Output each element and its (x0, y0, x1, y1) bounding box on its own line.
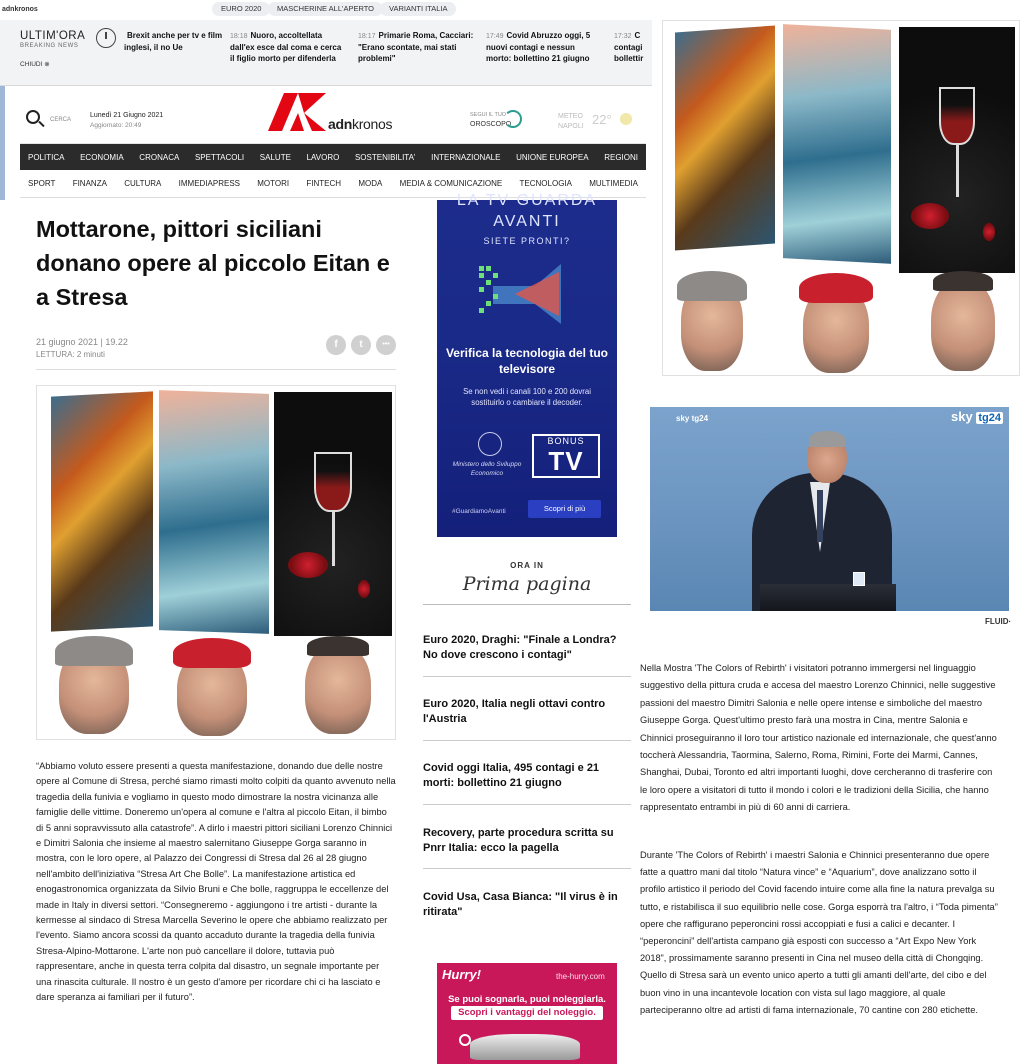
oroscopo-kicker[interactable]: SEGUI IL TUO (470, 112, 507, 118)
car-image (470, 1034, 580, 1060)
water-glass (853, 572, 865, 586)
tv-ad-graphic-icon (475, 258, 583, 332)
nav-item-regioni[interactable]: REGIONI (604, 152, 638, 162)
speaker-hair (809, 431, 845, 447)
italy-emblem-icon (478, 432, 502, 456)
sky-tg24-logo: sky tg24 (951, 409, 1001, 424)
tv-ad-line1: LA TV GUARDA (456, 192, 598, 209)
article-body-left: “Abbiamo voluto essere presenti a questa manifestazione, donando due delle nostre opere al Comune di Stresa, perché siamo rimasti molto colpiti da quanto avvenuto nella tragedia della funivia e vogliamo in questo modo dimostrare la nostra vicinanza alle famiglie delle vittime. Doneremo un'opera al comune e l'altra al piccolo Eitan, il bimbo di 5 anni sopravvissuto alla catastrofe”. A dirlo i maestri pittori siciliani Lorenzo Chinnici e Dimitri Salonia che insieme al maestro salernitano Giuseppe Gorga saranno in mostra, con le loro opere, al Palazzo dei Congressi di Stresa dal 26 al 28 giugno nell'ambito dell'iniziativa “Stresa Art Che Bolle”. La manifestazione artistica ed enogastronomica organizzata da Silvio Bruni e Che bolle, raggruppa le eccellenze del made in Italy in diversi settori. “Consegneremo - aggiungono i tre artisti - durante la kermesse al sindaco di Stresa Marcella Severino le opere che abbiamo realizzato per l'evento. Siamo ancora scossi da quanto accaduto durante la tragedia della funivia Stresa-Alpino-Mottarone. L'arte non può cancellare il dolore, tuttavia può rappresentare, anche in questa terra colpita dal disastro, un segnale importante per una rinascita culturale. Il nostro è un gesto d'amore per ricordare chi ci ha lasciato e dare speranza ai familiari per il futuro”. (36, 761, 396, 1003)
divider (423, 868, 631, 869)
tv-ad-line2: AVANTI (493, 213, 561, 230)
nav-item-cultura[interactable]: CULTURA (124, 179, 162, 188)
more-share-icon[interactable]: ••• (376, 335, 396, 355)
nav-item-moda[interactable]: MODA (358, 179, 383, 188)
painting-fishermen (51, 391, 153, 631)
article-body-right-1: Nella Mostra 'The Colors of Rebirth' i visitatori potranno immergersi nel linguaggio suggestivo della pittura cruda e accesa del maestro Lorenzo Chinnici, nelle suggestive passioni del maestro Dimitri Salonia e nelle opere intense e simboliche del maestro Giuseppe Gorga. Quest'ultimo presto farà una mostra in Cina, mentre Salonia e Chinnici proseguiranno il loro tour artistico nazionale ed internazionale, che quest'anno toccherà Alessandria, Taormina, Salerno, Roma, Rimini, Forte dei Marmi, Cannes, Shanghai, Dubai, Toronto ed altri importanti luoghi, dove cercheranno di trasferire con le loro opere a visitatori di tutto il mondo i colori e le tradizioni della Sicilia, che hanno rappresentato entrambi in più di 60 anni di carriera. (640, 663, 997, 813)
nav-item-fintech[interactable]: FINTECH (306, 179, 342, 188)
sun-icon (620, 113, 632, 125)
nav-item-economia[interactable]: ECONOMIA (80, 152, 124, 162)
portrait-gorga (305, 644, 371, 734)
nav-item-spettacoli[interactable]: SPETTACOLI (194, 152, 245, 162)
header-date: Lunedì 21 Giugno 2021 (90, 112, 164, 119)
facebook-share-icon[interactable]: f (326, 335, 346, 355)
pill-mascherine[interactable]: MASCHERINE ALL'APERTO (268, 2, 383, 16)
oroscopo-icon[interactable] (504, 110, 522, 128)
oroscopo-link[interactable]: OROSCOPO (470, 121, 512, 128)
divider (423, 740, 631, 741)
header-updated: Aggiornato: 20:49 (90, 122, 142, 129)
sky-small-logo: sky tg24 (676, 414, 709, 423)
podium (760, 584, 896, 611)
nav-item-salute[interactable]: SALUTE (259, 152, 291, 162)
prima-pagina-title: Prima pagina (462, 573, 592, 595)
ultimora-close-button[interactable]: CHIUDI ⊗ (20, 61, 50, 68)
painting-wine-glass (899, 27, 1015, 273)
primary-nav (20, 144, 646, 170)
tv-ad-headline: Verifica la tecnologia del tuo televisore (445, 346, 609, 376)
brand-small[interactable]: adnkronos (2, 6, 38, 13)
article-body-right-2: Durante 'The Colors of Rebirth' i maestri Salonia e Chinnici presenteranno due opere fatte a quattro mani dal titolo “Natura vince” e “Aquarium”, dove analizzano sotto il profilo artistico il periodo del Covid facendo intuire come alla fine la natura prevalga su tutto, e ristabilisca il suo equilibrio nelle cose. Gorga esporrà tra l'altro, i “Toda pimenta” opere che raffigurano peperoncini rossi accoppiati e fusi a calici e decanter. I “peperoncini” dell'artista campano già esposti con successo a “Art Expo New York 2018”, prossimamente saranno presenti in Cina nel museo della città di Chongqing. Quello di Stresa sarà un evento unico aperto a tutti gli amanti dell'arte, del cibo e del buon vino in una incantevole location con vista sul lago maggiore, al quale parteciperanno oltre ad artisti di fama internazionale, 70 cantine con 280 etichette. (640, 850, 998, 1015)
tv-ad-cta-button[interactable]: Scopri di più (528, 500, 601, 518)
ultimora-item[interactable]: 18:18 Nuoro, accoltellata dall'ex esce dal coma e cerca il figlio morto per difenderla (230, 31, 342, 63)
nav-item-internazionale[interactable]: INTERNAZIONALE (431, 152, 501, 162)
bonus-tv-label: TV (548, 446, 584, 476)
divider (423, 804, 631, 805)
search-label[interactable]: CERCA (50, 117, 72, 123)
twitter-share-icon[interactable]: t (351, 335, 371, 355)
ultimora-item[interactable]: 17:32 C contagi bollettir (614, 31, 644, 63)
painting-wine-glass (274, 392, 392, 636)
prima-pagina-item[interactable]: Euro 2020, Italia negli ottavi contro l'Austria (423, 698, 606, 725)
article-date: 21 giugno 2021 | 19.22 (36, 337, 128, 347)
article-image-collage (36, 385, 396, 740)
divider (423, 604, 631, 605)
nav-item-tecnologia[interactable]: TECNOLOGIA (519, 179, 572, 188)
nav-item-multimedia[interactable]: MULTIMEDIA (589, 179, 638, 188)
nav-item-immediapress[interactable]: IMMEDIAPRESS (178, 179, 240, 188)
divider (36, 369, 396, 370)
nav-item-finanza[interactable]: FINANZA (72, 179, 107, 188)
meteo-widget[interactable]: METEO NAPOLI (558, 113, 584, 130)
prima-pagina-item[interactable]: Recovery, parte procedura scritta su Pnrr Italia: ecco la pagella (423, 827, 614, 854)
prima-pagina-item[interactable]: Covid oggi Italia, 495 contagi e 21 morti: bollettino 21 giugno (423, 762, 600, 789)
article-headline: Mottarone, pittori siciliani donano opere al piccolo Eitan e a Stresa (36, 216, 390, 310)
hurry-logo: Hurry! (442, 967, 482, 982)
fluid-credit: FLUID· (985, 617, 1012, 626)
article-reading-time: LETTURA: 2 minuti (36, 350, 105, 359)
logo-wordmark[interactable]: adnkronos (328, 116, 393, 132)
painting-fishermen (675, 26, 775, 251)
pill-varianti[interactable]: VARIANTI ITALIA (380, 2, 456, 16)
hurry-headline: Se puoi sognarla, puoi noleggiarla. (448, 994, 606, 1005)
tv-ad-hashtag: #GuardiamoAvanti (452, 508, 506, 515)
portrait-gorga (931, 279, 995, 371)
divider (423, 676, 631, 677)
ultimora-subtitle: BREAKING NEWS (20, 43, 79, 49)
nav-item-sostenibilita[interactable]: SOSTENIBILITA' (354, 152, 416, 162)
speaker-tie (817, 490, 823, 542)
tv-ad-ministry: Ministero dello Sviluppo Economico (452, 461, 522, 477)
pill-euro2020[interactable]: EURO 2020 (212, 2, 270, 16)
adnkronos-logo-icon[interactable] (268, 93, 326, 131)
nav-item-cronaca[interactable]: CRONACA (139, 152, 180, 162)
ultimora-item[interactable]: 18:17 Primarie Roma, Cacciari: "Erano scontate, mai stati problemi" (358, 31, 474, 63)
hurry-cta[interactable]: Scopri i vantaggi del noleggio. (451, 1006, 603, 1020)
right-image-collage (662, 20, 1020, 376)
nav-item-politica[interactable]: POLITICA (28, 152, 65, 162)
top-strip (0, 0, 1030, 20)
bonus-label: BONUS (547, 436, 585, 446)
nav-item-motori[interactable]: MOTORI (257, 179, 290, 188)
search-icon[interactable] (26, 110, 40, 124)
nav-item-sport[interactable]: SPORT (28, 179, 56, 188)
nav-item-lavoro[interactable]: LAVORO (306, 152, 340, 162)
prima-pagina-item[interactable]: Covid Usa, Casa Bianca: "Il virus è in ritirata" (423, 891, 618, 918)
painting-lighthouse (783, 24, 891, 264)
prima-pagina-kicker: ORA IN (510, 561, 544, 570)
tv-ad-line3: SIETE PRONTI? (483, 236, 571, 246)
nav-item-media[interactable]: MEDIA & COMUNICAZIONE (399, 179, 503, 188)
painting-lighthouse (159, 390, 269, 634)
tv-ad-text: Se non vedi i canali 100 e 200 dovrai sostituirlo o cambiare il decoder. (463, 387, 591, 407)
ultimora-item[interactable]: Brexit anche per tv e film inglesi, il no Ue (124, 31, 223, 52)
clock-icon (96, 28, 116, 48)
prima-pagina-item[interactable]: Euro 2020, Draghi: "Finale a Londra? No dove crescono i contagi" (423, 634, 617, 661)
hurry-site: the-hurry.com (556, 972, 605, 981)
meteo-temperature: 22° (592, 112, 612, 127)
nav-item-unione-europea[interactable]: UNIONE EUROPEA (516, 152, 589, 162)
ultimora-title: ULTIM'ORA (20, 30, 86, 42)
ultimora-item[interactable]: 17:49 Covid Abruzzo oggi, 5 nuovi contagi e nessun morto: bollettino 21 giugno (486, 31, 591, 63)
